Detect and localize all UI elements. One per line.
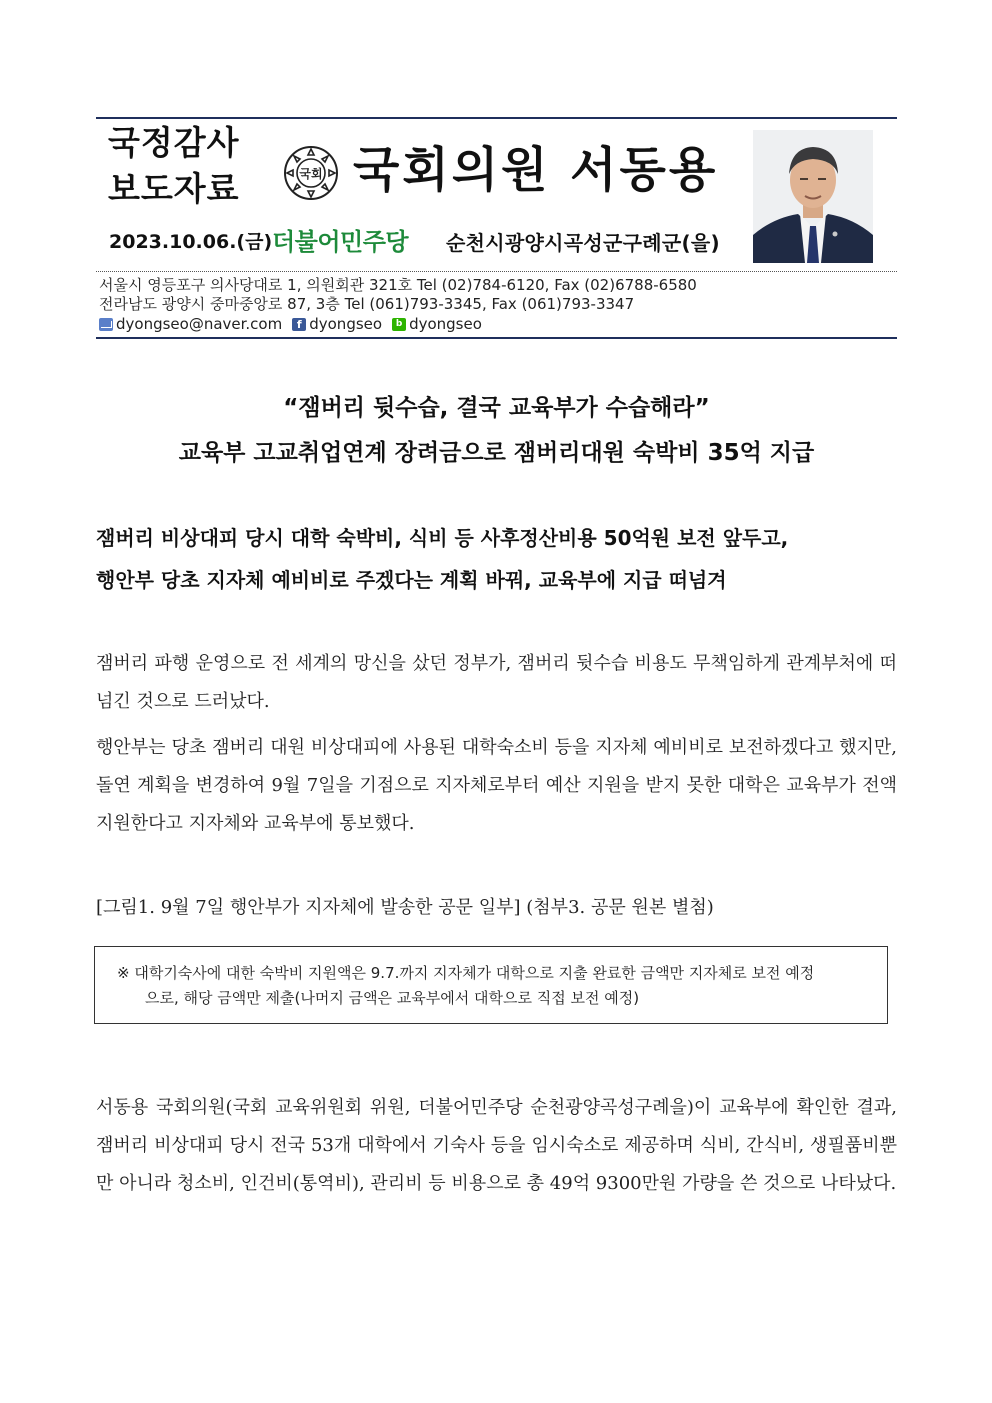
notice-line-1: ※ 대학기숙사에 대한 숙박비 지원액은 9.7.까지 지자체가 대학으로 지출 완료한 금액만 지자체로 보전 예정 xyxy=(117,964,815,982)
header-top-rule xyxy=(96,117,897,119)
national-assembly-seal-icon xyxy=(283,145,339,201)
paragraph-2-text: 행안부는 당초 잼버리 대원 비상대피에 사용된 대학숙소비 등을 지자체 예비비로 보전하겠다고 했지만, 돌연 계획을 변경하여 9월 7일을 기점으로 지자체로부터 예산 지원을 받지 못한 대학은 교육부가 전액 지원한다고 지자체와 교육부에 통보했다. xyxy=(96,737,897,834)
member-portrait xyxy=(753,130,873,263)
email-text: dyongseo@naver.com xyxy=(116,315,283,333)
contact-divider xyxy=(96,271,897,272)
label-line-1: 국정감사 xyxy=(108,123,240,162)
member-title: 국회의원 서동용 xyxy=(353,142,719,198)
header-bottom-rule xyxy=(96,337,897,339)
paragraph-3-text: 서동용 국회의원(국회 교육위원회 위원, 더불어민주당 순천광양곡성구례을)이 교육부에 확인한 결과, 잼버리 비상대피 당시 전국 53개 대학에서 기숙사 등을 임시숙소로 제공하며 식비, 간식비, 생필품비뿐만 아니라 청소비, 인건비(통역비), 관리비 등 비용으로 총 49억 9300만원 가량을 쓴 것으로 나타났다. xyxy=(96,1097,897,1194)
blog-contact[interactable] xyxy=(392,315,482,333)
label-line-2: 보도자료 xyxy=(108,169,240,208)
release-date: 2023.10.06.(금) xyxy=(109,231,273,253)
press-release-label xyxy=(108,120,240,212)
facebook-text: dyongseo xyxy=(309,315,383,333)
email-icon xyxy=(99,318,113,331)
facebook-icon: f xyxy=(292,318,306,331)
subhead-line-1: 잼버리 비상대피 당시 대학 숙박비, 식비 등 사후정산비용 50억원 보전 앞두고, xyxy=(96,526,789,550)
email-contact[interactable] xyxy=(99,315,282,333)
contact-links xyxy=(99,315,492,333)
headline-line-1: “잼버리 뒷수습, 결국 교육부가 수습해라” xyxy=(283,395,710,421)
figure-caption: [그림1. 9월 7일 행안부가 지자체에 발송한 공문 일부] (첨부3. 공문 원본 별첨) xyxy=(96,897,714,918)
gwangyang-office-address: 전라남도 광양시 중마중앙로 87, 3층 Tel (061)793-3345, Fax (061)793-3347 xyxy=(99,295,635,313)
seal-text: 국회 xyxy=(299,167,323,181)
party-logo-text: 더불어민주당 xyxy=(272,228,409,256)
body-paragraph-2 xyxy=(96,729,897,843)
official-notice-excerpt xyxy=(94,946,888,1024)
headline-line-2: 교육부 고교취업연계 장려금으로 잼버리대원 숙박비 35억 지급 xyxy=(178,440,815,466)
paragraph-1-text: 잼버리 파행 운영으로 전 세계의 망신을 샀던 정부가, 잼버리 뒷수습 비용도 무책임하게 관계부처에 떠넘긴 것으로 드러났다. xyxy=(96,653,897,712)
blog-text: dyongseo xyxy=(409,315,482,333)
notice-line-2: 으로, 해당 금액만 제출(나머지 금액은 교육부에서 대학으로 직접 보전 예정) xyxy=(145,989,640,1007)
seoul-office-address: 서울시 영등포구 의사당대로 1, 의원회관 321호 Tel (02)784-6120, Fax (02)6788-6580 xyxy=(99,276,697,294)
facebook-contact[interactable] xyxy=(292,315,382,333)
body-paragraph-1 xyxy=(96,645,897,721)
constituency: 순천시광양시곡성군구례군(을) xyxy=(446,231,720,255)
subhead-line-2: 행안부 당초 지자체 예비비로 주겠다는 계획 바꿔, 교육부에 지급 떠넘겨 xyxy=(96,568,727,592)
body-paragraph-3 xyxy=(96,1089,897,1203)
blog-icon: b xyxy=(392,318,406,331)
